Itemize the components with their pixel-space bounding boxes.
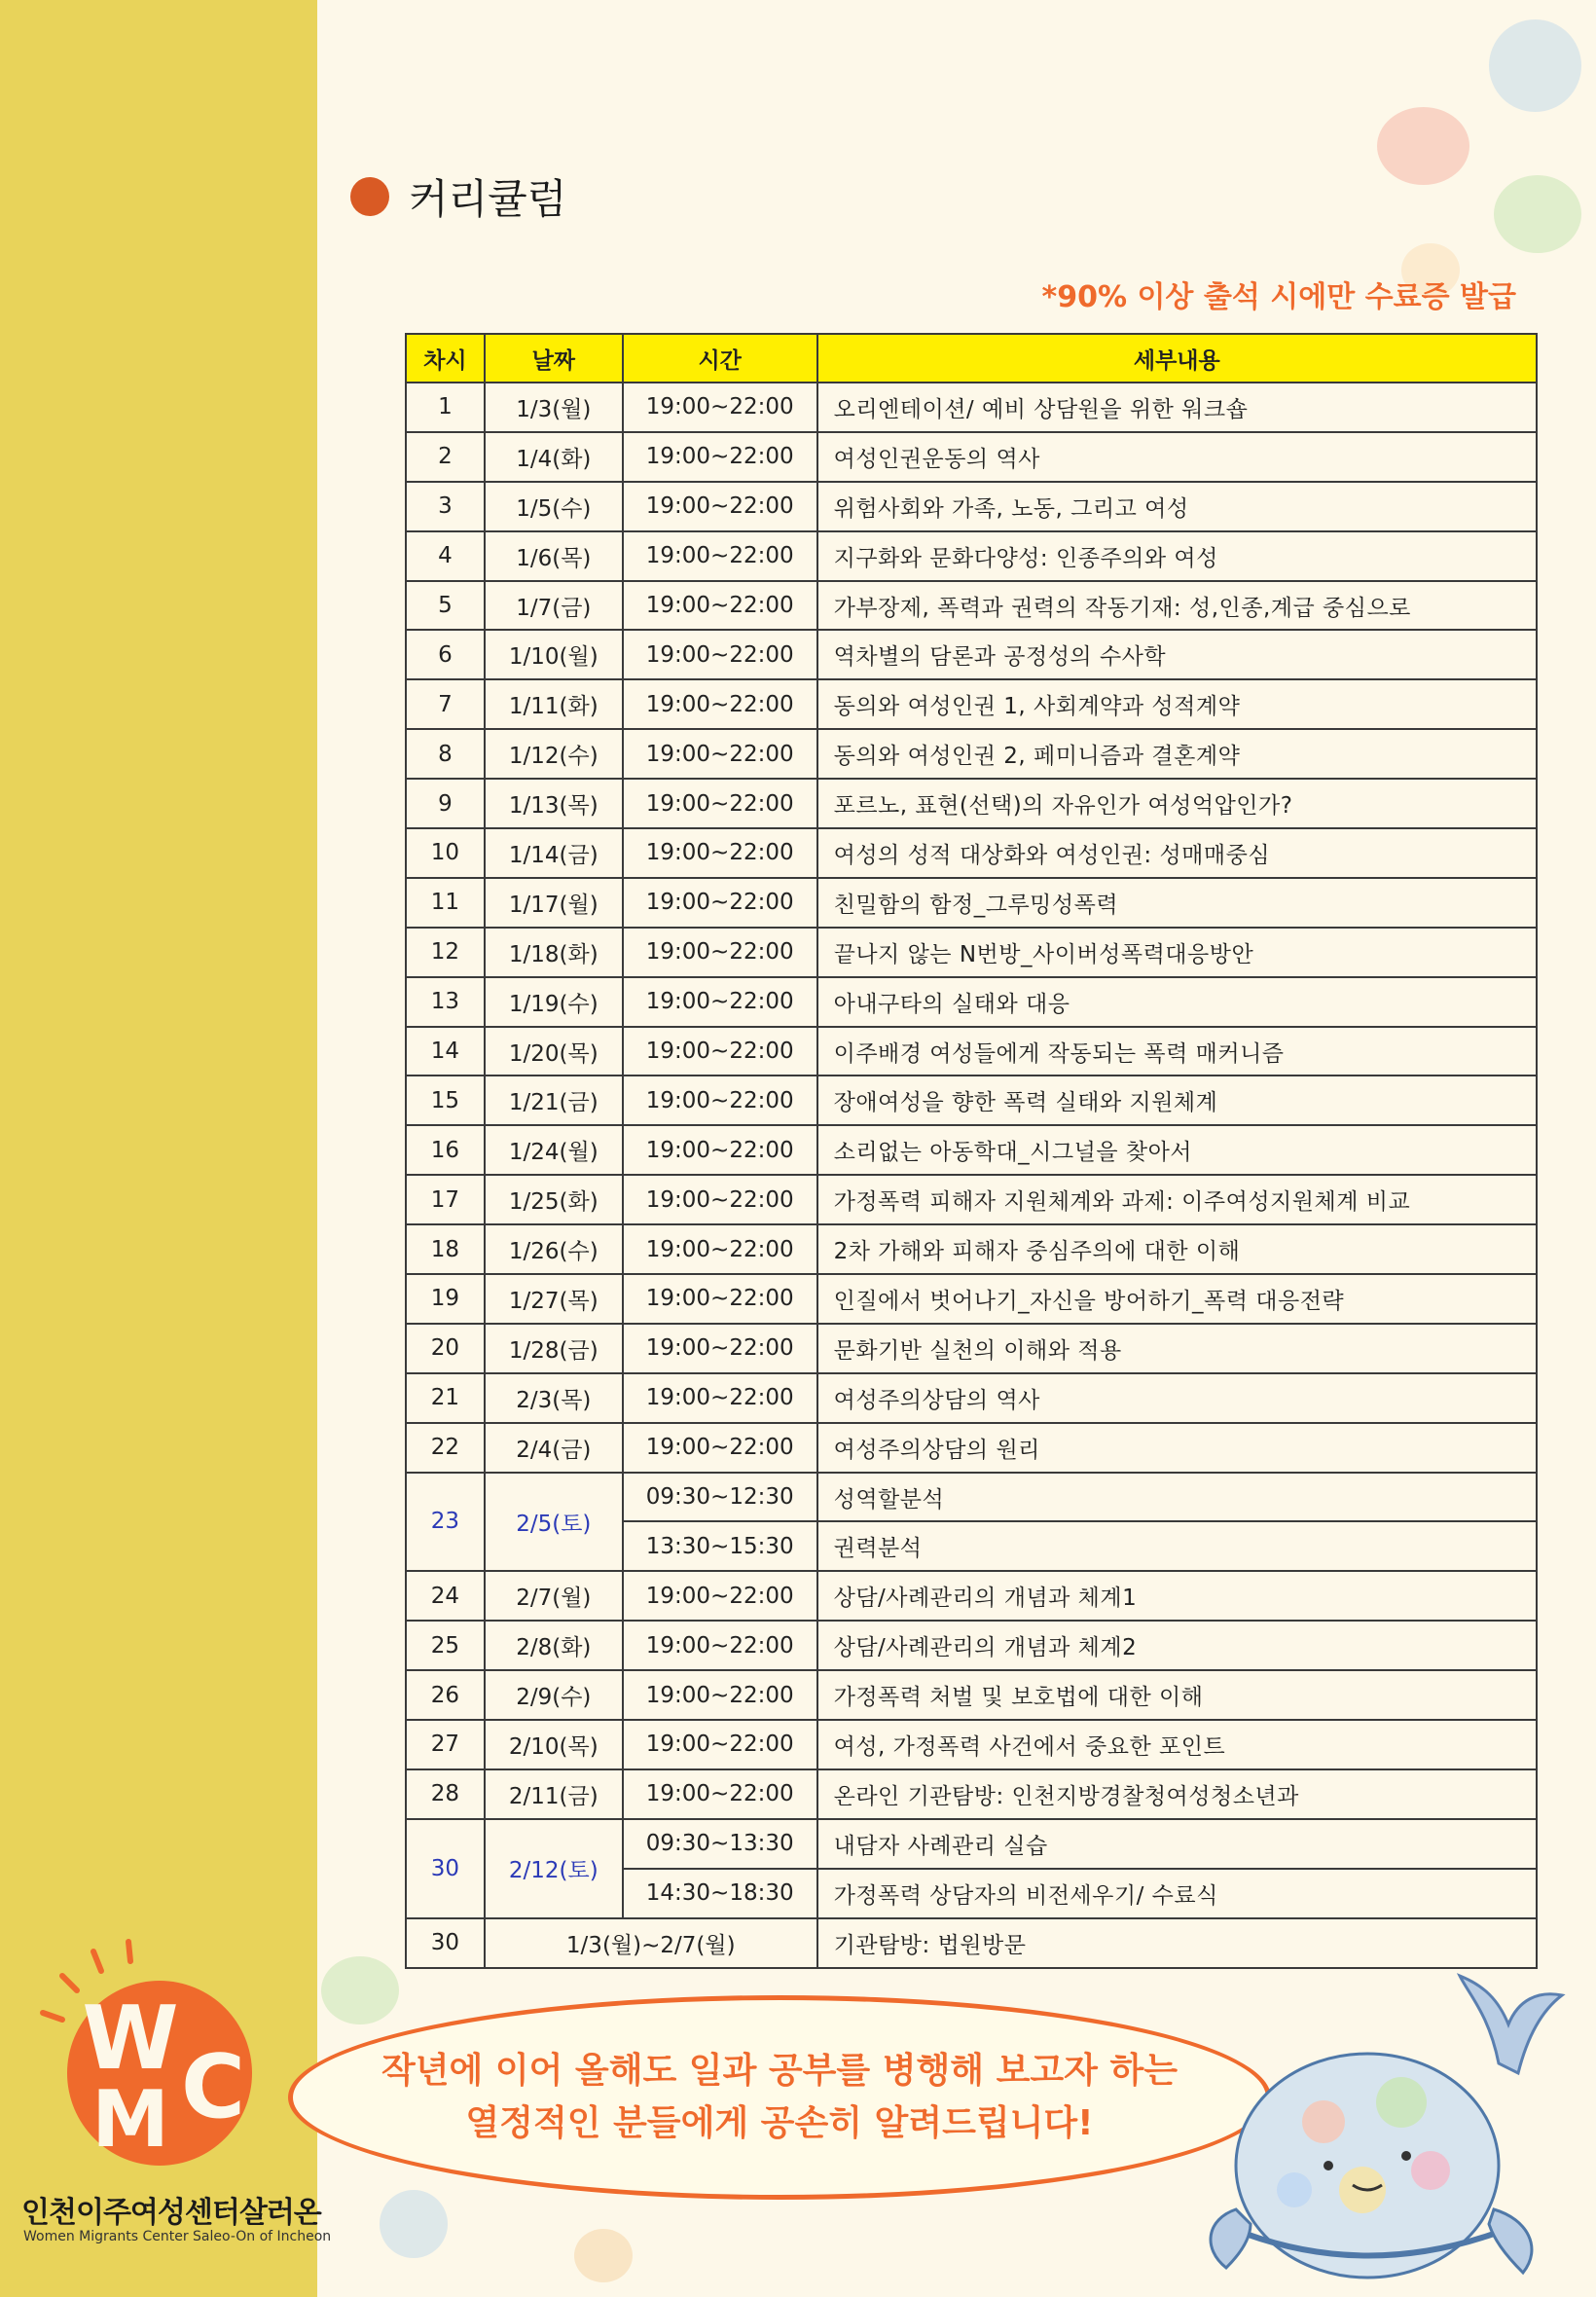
session-content: 가정폭력 상담자의 비전세우기/ 수료식	[817, 1869, 1537, 1918]
session-date: 1/10(월)	[485, 630, 623, 679]
table-row	[406, 779, 1537, 828]
table-row	[406, 729, 1537, 779]
session-date: 1/6(목)	[485, 531, 623, 581]
table-row	[406, 531, 1537, 581]
session-time: 19:00~22:00	[623, 1324, 817, 1373]
logo-name: 인천이주여성센터살러온	[21, 2196, 321, 2230]
session-time: 19:00~22:00	[623, 779, 817, 828]
table-row	[406, 383, 1537, 432]
session-content: 이주배경 여성들에게 작동되는 폭력 매커니즘	[817, 1027, 1537, 1076]
table-row	[406, 1423, 1537, 1473]
session-time: 19:00~22:00	[623, 878, 817, 928]
session-number: 23	[406, 1473, 485, 1572]
table-row	[406, 1224, 1537, 1274]
col-header-date: 날짜	[485, 334, 623, 383]
session-content: 여성, 가정폭력 사건에서 중요한 포인트	[817, 1720, 1537, 1769]
decor-blob	[321, 1956, 399, 2024]
session-content: 동의와 여성인권 2, 페미니즘과 결혼계약	[817, 729, 1537, 779]
session-time: 13:30~15:30	[623, 1521, 817, 1571]
session-content: 아내구타의 실태와 대응	[817, 977, 1537, 1027]
session-content: 역차별의 담론과 공정성의 수사학	[817, 630, 1537, 679]
session-number: 11	[406, 878, 485, 928]
session-content: 동의와 여성인권 1, 사회계약과 성적계약	[817, 679, 1537, 729]
session-time: 19:00~22:00	[623, 729, 817, 779]
session-content: 인질에서 벗어나기_자신을 방어하기_폭력 대응전략	[817, 1274, 1537, 1324]
session-time: 19:00~22:00	[623, 1274, 817, 1324]
session-time: 19:00~22:00	[623, 1769, 817, 1819]
table-row	[406, 1571, 1537, 1621]
session-time: 09:30~13:30	[623, 1819, 817, 1869]
session-content: 권력분석	[817, 1521, 1537, 1571]
session-time: 19:00~22:00	[623, 1224, 817, 1274]
table-row	[406, 581, 1537, 631]
session-time: 19:00~22:00	[623, 1670, 817, 1720]
table-row	[406, 482, 1537, 531]
session-content: 문화기반 실천의 이해와 적용	[817, 1324, 1537, 1373]
session-content: 포르노, 표현(선택)의 자유인가 여성억압인가?	[817, 779, 1537, 828]
session-time: 14:30~18:30	[623, 1869, 817, 1918]
session-number: 1	[406, 383, 485, 432]
col-header-time: 시간	[623, 334, 817, 383]
session-time: 19:00~22:00	[623, 1373, 817, 1423]
table-row	[406, 432, 1537, 482]
session-number: 12	[406, 928, 485, 977]
speech-bubble	[288, 1995, 1271, 2200]
session-date: 1/17(월)	[485, 878, 623, 928]
session-date: 1/25(화)	[485, 1175, 623, 1224]
session-content: 소리없는 아동학대_시그널을 찾아서	[817, 1125, 1537, 1175]
session-number: 28	[406, 1769, 485, 1819]
session-date: 1/28(금)	[485, 1324, 623, 1373]
session-time: 19:00~22:00	[623, 1720, 817, 1769]
session-date: 1/11(화)	[485, 679, 623, 729]
curriculum-table	[405, 333, 1538, 1969]
session-date: 2/11(금)	[485, 1769, 623, 1819]
session-date: 1/14(금)	[485, 828, 623, 878]
session-content: 2차 가해와 피해자 중심주의에 대한 이해	[817, 1224, 1537, 1274]
table-row	[406, 828, 1537, 878]
table-row	[406, 679, 1537, 729]
table-row	[406, 878, 1537, 928]
session-date: 1/21(금)	[485, 1076, 623, 1125]
session-content: 위험사회와 가족, 노동, 그리고 여성	[817, 482, 1537, 531]
curriculum-heading: 커리큘럼	[409, 175, 567, 223]
session-time: 19:00~22:00	[623, 1571, 817, 1621]
table-row	[406, 630, 1537, 679]
session-time: 19:00~22:00	[623, 630, 817, 679]
session-date: 1/5(수)	[485, 482, 623, 531]
decor-blob	[1489, 19, 1581, 112]
svg-text:W: W	[82, 1987, 179, 2090]
session-number: 18	[406, 1224, 485, 1274]
session-number: 14	[406, 1027, 485, 1076]
session-content: 가정폭력 피해자 지원체계와 과제: 이주여성지원체계 비교	[817, 1175, 1537, 1224]
session-number: 9	[406, 779, 485, 828]
session-date: 1/4(화)	[485, 432, 623, 482]
session-number: 30	[406, 1918, 485, 1968]
session-number: 21	[406, 1373, 485, 1423]
session-number: 17	[406, 1175, 485, 1224]
session-content: 여성의 성적 대상화와 여성인권: 성매매중심	[817, 828, 1537, 878]
whale-mascot-icon	[1207, 1956, 1577, 2287]
session-number: 10	[406, 828, 485, 878]
session-time: 19:00~22:00	[623, 1125, 817, 1175]
table-row	[406, 1027, 1537, 1076]
session-date: 1/13(목)	[485, 779, 623, 828]
session-time: 19:00~22:00	[623, 928, 817, 977]
session-content: 기관탐방: 법원방문	[817, 1918, 1537, 1968]
session-number: 16	[406, 1125, 485, 1175]
session-number: 15	[406, 1076, 485, 1125]
session-content: 지구화와 문화다양성: 인종주의와 여성	[817, 531, 1537, 581]
decor-blob	[574, 2229, 633, 2282]
session-date: 2/8(화)	[485, 1621, 623, 1670]
session-content: 상담/사례관리의 개념과 체계1	[817, 1571, 1537, 1621]
session-time: 09:30~12:30	[623, 1473, 817, 1522]
session-number: 30	[406, 1819, 485, 1918]
bullet-dot-icon	[350, 177, 389, 216]
session-content: 장애여성을 향한 폭력 실태와 지원체계	[817, 1076, 1537, 1125]
bubble-line-1: 작년에 이어 올해도 일과 공부를 병행해 보고자 하는	[381, 2051, 1179, 2091]
session-number: 24	[406, 1571, 485, 1621]
session-date: 2/7(월)	[485, 1571, 623, 1621]
session-content: 성역할분석	[817, 1473, 1537, 1522]
session-content: 상담/사례관리의 개념과 체계2	[817, 1621, 1537, 1670]
session-content: 여성주의상담의 원리	[817, 1423, 1537, 1473]
table-row	[406, 977, 1537, 1027]
date-range: 1/3(월)~2/7(월)	[485, 1918, 817, 1968]
session-date: 1/20(목)	[485, 1027, 623, 1076]
session-content: 친밀함의 함정_그루밍성폭력	[817, 878, 1537, 928]
session-number: 2	[406, 432, 485, 482]
session-time: 19:00~22:00	[623, 581, 817, 631]
session-time: 19:00~22:00	[623, 828, 817, 878]
session-date: 1/26(수)	[485, 1224, 623, 1274]
session-time: 19:00~22:00	[623, 482, 817, 531]
session-number: 7	[406, 679, 485, 729]
session-time: 19:00~22:00	[623, 432, 817, 482]
table-row	[406, 1769, 1537, 1819]
session-content: 여성인권운동의 역사	[817, 432, 1537, 482]
table-row	[406, 1819, 1537, 1869]
session-time: 19:00~22:00	[623, 1423, 817, 1473]
decor-blob	[380, 2190, 448, 2258]
session-time: 19:00~22:00	[623, 977, 817, 1027]
session-content: 오리엔테이션/ 예비 상담원을 위한 워크숍	[817, 383, 1537, 432]
session-time: 19:00~22:00	[623, 383, 817, 432]
session-number: 20	[406, 1324, 485, 1373]
session-time: 19:00~22:00	[623, 531, 817, 581]
session-number: 8	[406, 729, 485, 779]
table-row	[406, 1670, 1537, 1720]
session-number: 19	[406, 1274, 485, 1324]
session-content: 여성주의상담의 역사	[817, 1373, 1537, 1423]
session-date: 1/24(월)	[485, 1125, 623, 1175]
col-header-session: 차시	[406, 334, 485, 383]
session-date: 2/5(토)	[485, 1473, 623, 1572]
session-time: 19:00~22:00	[623, 1621, 817, 1670]
session-date: 1/7(금)	[485, 581, 623, 631]
session-date: 1/12(수)	[485, 729, 623, 779]
session-content: 가정폭력 처벌 및 보호법에 대한 이해	[817, 1670, 1537, 1720]
table-row	[406, 1473, 1537, 1522]
session-time: 19:00~22:00	[623, 1175, 817, 1224]
session-number: 22	[406, 1423, 485, 1473]
session-number: 27	[406, 1720, 485, 1769]
session-content: 가부장제, 폭력과 권력의 작동기재: 성,인종,계급 중심으로	[817, 581, 1537, 631]
table-row	[406, 1720, 1537, 1769]
session-number: 26	[406, 1670, 485, 1720]
session-time: 19:00~22:00	[623, 679, 817, 729]
session-date: 1/27(목)	[485, 1274, 623, 1324]
session-date: 1/18(화)	[485, 928, 623, 977]
svg-text:M: M	[91, 2074, 169, 2165]
logo-subtitle: Women Migrants Center Saleo-On of Incheon	[23, 2229, 332, 2244]
bubble-line-2: 열정적인 분들에게 공손히 알려드립니다!	[465, 2103, 1094, 2143]
session-number: 4	[406, 531, 485, 581]
session-number: 3	[406, 482, 485, 531]
session-date: 2/9(수)	[485, 1670, 623, 1720]
decor-blob	[1494, 175, 1581, 253]
table-row	[406, 1125, 1537, 1175]
session-content: 온라인 기관탐방: 인천지방경찰청여성청소년과	[817, 1769, 1537, 1819]
session-time: 19:00~22:00	[623, 1027, 817, 1076]
session-date: 1/3(월)	[485, 383, 623, 432]
session-number: 6	[406, 630, 485, 679]
session-date: 1/19(수)	[485, 977, 623, 1027]
svg-text:C: C	[180, 2036, 246, 2138]
session-date: 2/4(금)	[485, 1423, 623, 1473]
decor-blob	[1377, 107, 1469, 185]
attendance-note: *90% 이상 출석 시에만 수료증 발급	[1041, 280, 1516, 314]
section-title	[350, 167, 566, 226]
col-header-content: 세부내용	[817, 334, 1537, 383]
session-number: 25	[406, 1621, 485, 1670]
table-row	[406, 1621, 1537, 1670]
session-number: 13	[406, 977, 485, 1027]
table-row	[406, 1373, 1537, 1423]
session-time: 19:00~22:00	[623, 1076, 817, 1125]
table-row	[406, 1175, 1537, 1224]
table-header-row	[406, 334, 1537, 383]
session-content: 내담자 사례관리 실습	[817, 1819, 1537, 1869]
session-number: 5	[406, 581, 485, 631]
table-row	[406, 1324, 1537, 1373]
session-date: 2/10(목)	[485, 1720, 623, 1769]
table-body	[406, 383, 1537, 1968]
session-date: 2/3(목)	[485, 1373, 623, 1423]
wmc-logo-icon	[33, 1937, 276, 2180]
table-row	[406, 928, 1537, 977]
session-date: 2/12(토)	[485, 1819, 623, 1918]
table-row	[406, 1076, 1537, 1125]
session-content: 끝나지 않는 N번방_사이버성폭력대응방안	[817, 928, 1537, 977]
table-row	[406, 1274, 1537, 1324]
